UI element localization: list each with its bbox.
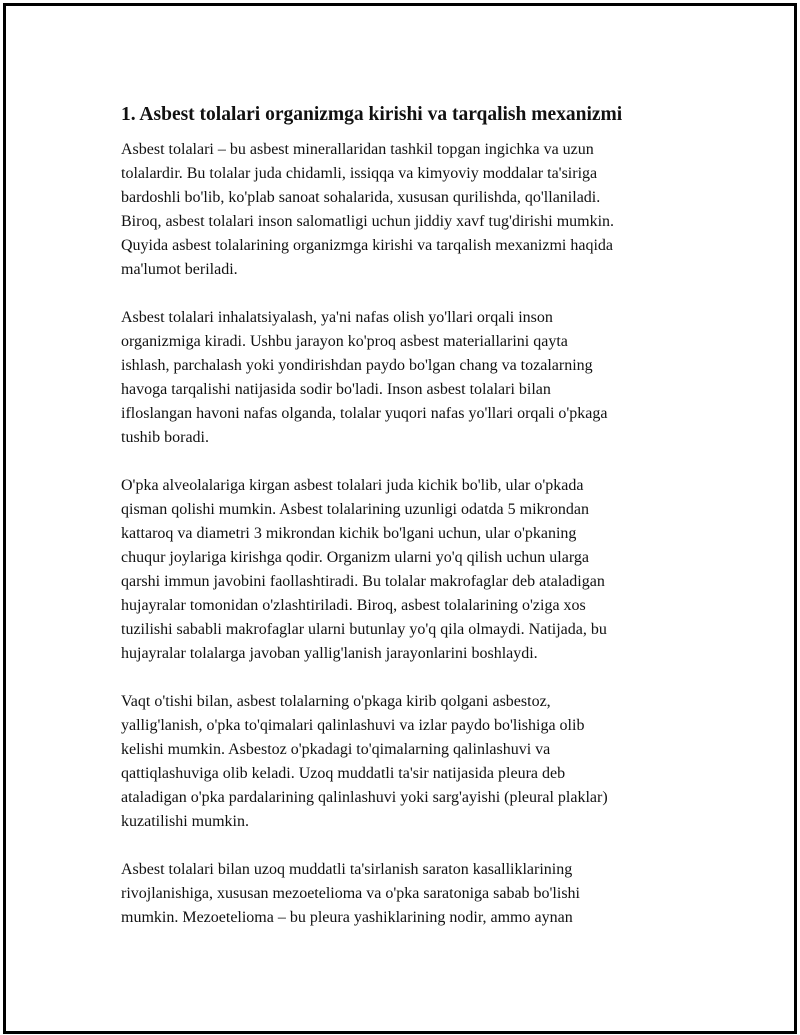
paragraph-line: yallig'lanish, o'pka to'qimalari qalinlashuvi va izlar paydo bo'lishiga olib (121, 717, 585, 734)
paragraph-line: tolalardir. Bu tolalar juda chidamli, issiqqa va kimyoviy moddalar ta'siriga (121, 165, 598, 182)
paragraph-3 (121, 474, 701, 666)
paragraph-line: Biroq, asbest tolalari inson salomatligi uchun jiddiy xavf tug'dirishi mumkin. (121, 213, 615, 230)
paragraph-line: qarshi immun javobini faollashtiradi. Bu tolalar makrofaglar deb ataladigan (121, 573, 605, 590)
paragraph-5 (121, 858, 701, 930)
paragraph-line: kattaroq va diametri 3 mikrondan kichik bo'lgani uchun, ular o'pkaning (121, 525, 577, 542)
paragraph-4 (121, 690, 701, 834)
paragraph-line: ataladigan o'pka pardalarining qalinlashuvi yoki sarg'ayishi (pleural plaklar) (121, 789, 608, 806)
paragraph-line: Quyida asbest tolalarining organizmga kirishi va tarqalish mexanizmi haqida (121, 237, 614, 254)
paragraph-line: ifloslangan havoni nafas olganda, tolalar yuqori nafas yo'llari orqali o'pkaga (121, 405, 608, 422)
paragraph-line: kelishi mumkin. Asbestoz o'pkadagi to'qimalarning qalinlashuvi va (121, 741, 551, 758)
paragraph-line: qattiqlashuviga olib keladi. Uzoq muddatli ta'sir natijasida pleura deb (121, 765, 566, 782)
paragraph-line: qisman qolishi mumkin. Asbest tolalarining uzunligi odatda 5 mikrondan (121, 501, 589, 518)
paragraph-line: tuzilishi sababli makrofaglar ularni butunlay yo'q qila olmaydi. Natijada, bu (121, 621, 607, 638)
paragraph-line: Asbest tolalari bilan uzoq muddatli ta'sirlanish saraton kasalliklarining (121, 861, 573, 878)
paragraph-list (121, 138, 701, 930)
paragraph-1 (121, 138, 701, 282)
paragraph-line: Asbest tolalari – bu asbest minerallaridan tashkil topgan ingichka va uzun (121, 141, 594, 158)
paragraph-line: chuqur joylariga kirishga qodir. Organizm ularni yo'q qilish uchun ularga (121, 549, 589, 566)
paragraph-line: kuzatilishi mumkin. (121, 813, 249, 830)
paragraph-line: hujayralar tomonidan o'zlashtiriladi. Biroq, asbest tolalarining o'ziga xos (121, 597, 586, 614)
paragraph-line: bardoshli bo'lib, ko'plab sanoat sohalarida, xususan qurilishda, qo'llaniladi. (121, 189, 601, 206)
paragraph-line: rivojlanishiga, xususan mezoetelioma va o'pka saratoniga sabab bo'lishi (121, 885, 580, 902)
document-body (121, 102, 701, 954)
paragraph-line: hujayralar tolalarga javoban yallig'lanish jarayonlarini boshlaydi. (121, 645, 538, 662)
paragraph-line: ishlash, parchalash yoki yondirishdan paydo bo'lgan chang va tozalarning (121, 357, 593, 374)
paragraph-line: organizmiga kiradi. Ushbu jarayon ko'proq asbest materiallarini qayta (121, 333, 568, 350)
paragraph-line: tushib boradi. (121, 429, 209, 446)
page-frame (3, 3, 797, 1034)
document-title: 1. Asbest tolalari organizmga kirishi va tarqalish mexanizmi (121, 104, 623, 125)
paragraph-line: Asbest tolalari inhalatsiyalash, ya'ni nafas olish yo'llari orqali inson (121, 309, 553, 326)
paragraph-line: havoga tarqalishi natijasida sodir bo'ladi. Inson asbest tolalari bilan (121, 381, 551, 398)
paragraph-line: O'pka alveolalariga kirgan asbest tolalari juda kichik bo'lib, ular o'pkada (121, 477, 584, 494)
paragraph-line: ma'lumot beriladi. (121, 261, 238, 278)
paragraph-line: Vaqt o'tishi bilan, asbest tolalarning o'pkaga kirib qolgani asbestoz, (121, 693, 551, 710)
paragraph-line: mumkin. Mezoetelioma – bu pleura yashiklarining nodir, ammo aynan (121, 909, 573, 926)
paragraph-2 (121, 306, 701, 450)
